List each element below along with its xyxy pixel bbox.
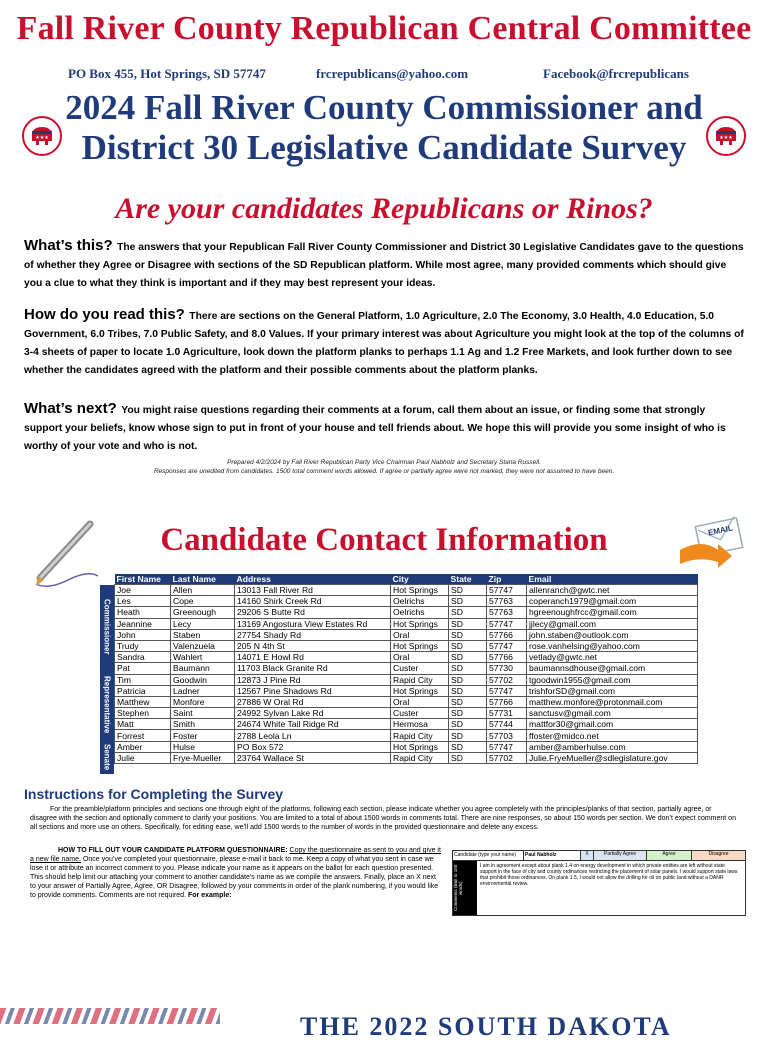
cell-first-name: Trudy <box>115 640 171 651</box>
cell-last-name: Allen <box>171 585 235 596</box>
cell-state: SD <box>449 696 487 707</box>
group-label-representative: Representative <box>100 669 114 741</box>
whats-this-section <box>24 237 744 291</box>
cell-city: Oelrichs <box>391 596 449 607</box>
whats-next-body: You might raise questions regarding their comments at a forum, call them about an issue, or finding some that strongly support your beliefs, know whose sign to put in front of your house and tell friends about. We hope this will provide you some insight of who is worthy of your vote and who is not. <box>24 405 726 452</box>
cell-email[interactable]: Julie.FryeMueller@sdlegislature.gov <box>527 752 698 763</box>
cell-address: 29206 S Butte Rd <box>235 607 391 618</box>
cell-last-name: Ladner <box>171 685 235 696</box>
cell-last-name: Smith <box>171 719 235 730</box>
cell-zip: 57763 <box>487 607 527 618</box>
cell-first-name: Joe <box>115 585 171 596</box>
col-state: State <box>449 574 487 585</box>
cell-email[interactable]: allenranch@gwtc.net <box>527 585 698 596</box>
cell-address: 14071 E Howl Rd <box>235 652 391 663</box>
contact-row <box>115 741 698 752</box>
cell-city: Oral <box>391 652 449 663</box>
cell-zip: 57747 <box>487 585 527 596</box>
cell-city: Hot Springs <box>391 618 449 629</box>
cell-state: SD <box>449 741 487 752</box>
col-email: Email <box>527 574 698 585</box>
how-to-read-body: There are sections on the General Platform, 1.0 Agriculture, 2.0 The Economy, 3.0 Health, 4.0 Education, 5.0 Government, 6.0 Tribes, 7.0 Public Safety, and 8.0 Values. If your primary interest was about Agriculture you might look at the top of the columns of 3-4 sheets of paper to locate 1.0 Agriculture, look down the platform planks to perhaps 1.1 Ag and 1.2 Free Markets, and look further down to see whether the candidates agreed with the platform and their possible comments about the platform planks. <box>24 311 744 376</box>
cell-city: Custer <box>391 708 449 719</box>
cell-email[interactable]: amber@amberhulse.com <box>527 741 698 752</box>
sample-partially-agree: Partially Agree <box>594 851 647 860</box>
contact-row <box>115 596 698 607</box>
cell-state: SD <box>449 607 487 618</box>
cell-zip: 57703 <box>487 730 527 741</box>
cell-address: 27886 W Oral Rd <box>235 696 391 707</box>
cell-email[interactable]: sanctusv@gmail.com <box>527 708 698 719</box>
cell-zip: 57747 <box>487 741 527 752</box>
how-to-fill-heading: HOW TO FILL OUT YOUR CANDIDATE PLATFORM QUESTIONNAIRE: <box>58 847 288 854</box>
cell-state: SD <box>449 752 487 763</box>
footer-partial-heading: THE 2022 SOUTH DAKOTA <box>300 1012 672 1041</box>
cell-first-name: Matt <box>115 719 171 730</box>
cell-city: Oelrichs <box>391 607 449 618</box>
sample-comment-row <box>453 861 745 915</box>
whats-this-heading: What’s this? <box>24 237 113 254</box>
how-to-read-section <box>24 306 744 378</box>
sample-questionnaire <box>452 850 746 916</box>
cell-last-name: Wahlert <box>171 652 235 663</box>
cell-address: 24674 White Tail Ridge Rd <box>235 719 391 730</box>
contact-row <box>115 730 698 741</box>
cell-city: Oral <box>391 629 449 640</box>
cell-last-name: Baumann <box>171 663 235 674</box>
cell-first-name: Pat <box>115 663 171 674</box>
committee-email[interactable]: frcrepublicans@yahoo.com <box>316 66 469 81</box>
cell-address: 205 N 4th St <box>235 640 391 651</box>
cell-zip: 57763 <box>487 596 527 607</box>
contact-row <box>115 585 698 596</box>
svg-text:★★★: ★★★ <box>35 135 49 141</box>
col-city: City <box>391 574 449 585</box>
contact-row <box>115 618 698 629</box>
contact-section-title: Candidate Contact Information <box>160 522 608 558</box>
contact-row <box>115 663 698 674</box>
cell-city: Hot Springs <box>391 685 449 696</box>
cell-zip: 57747 <box>487 640 527 651</box>
cell-state: SD <box>449 685 487 696</box>
col-last-name: Last Name <box>171 574 235 585</box>
cell-zip: 57702 <box>487 752 527 763</box>
cell-first-name: Stephen <box>115 708 171 719</box>
svg-text:★★★: ★★★ <box>719 135 733 141</box>
cell-address: 14160 Shirk Creek Rd <box>235 596 391 607</box>
cell-first-name: Jeannine <box>115 618 171 629</box>
col-first-name: First Name <box>115 574 171 585</box>
cell-address: 2788 Leola Ln <box>235 730 391 741</box>
cell-email[interactable]: coperanch1979@gmail.com <box>527 596 698 607</box>
credits-line1: Prepared 4/2/2024 by Fall River Republican Party Vice Chairman Paul Nabholz and Secretary Starla Russell. <box>227 459 541 466</box>
instructions-paragraph: For the preamble/platform principles and sections one through eight of the platforms, following each section, please indicate whether you agree completely with the principles/planks of that section, partially agree, or disagree with the section and optionally comment to clarify your positions. You are limited to a total of about 1500 words in comments total. There are nine responses, so about 150 words per section. We don’t expect comment on all sections and more use on others. Specifically, for editing ease, we’ll add 1500 words to the number of words in the provided questionnaire and delete any excess. <box>30 806 736 831</box>
cell-state: SD <box>449 618 487 629</box>
footer-flag-decoration <box>0 1008 220 1024</box>
po-box-address: PO Box 455, Hot Springs, SD 57747 <box>68 66 266 81</box>
sample-comment-text: I am in agreement except about plank 1.4 on energy development in which private entities are left without state support in the face of city and county ordinances restricting the placement of solar panels. I would support state laws that prohibit those ordinances. On plank 1.5, I would not allow the drilling for oil on public land without a DANR environmental review. <box>480 863 738 887</box>
cell-first-name: Amber <box>115 741 171 752</box>
cell-city: Rapid City <box>391 752 449 763</box>
cell-last-name: Goodwin <box>171 674 235 685</box>
cell-state: SD <box>449 730 487 741</box>
survey-title-line1: 2024 Fall River County Commissioner and <box>65 88 703 127</box>
cell-email[interactable]: jjlecy@gmail.com <box>527 618 698 629</box>
cell-zip: 57766 <box>487 629 527 640</box>
committee-title: Fall River County Republican Central Committee <box>16 10 752 47</box>
cell-state: SD <box>449 596 487 607</box>
cell-address: 27754 Shady Rd <box>235 629 391 640</box>
cell-zip: 57747 <box>487 618 527 629</box>
cell-address: 23764 Wallace St <box>235 752 391 763</box>
cell-email[interactable]: matthew.monfore@protonmail.com <box>527 696 698 707</box>
cell-address: 12873 J Pine Rd <box>235 674 391 685</box>
how-to-fill-underlined: Copy the questionnaire as sent to you and give it a new file name. <box>30 847 441 863</box>
contact-row <box>115 640 698 651</box>
cell-last-name: Staben <box>171 629 235 640</box>
cell-email[interactable]: hgreenoughfrcc@gmail.com <box>527 607 698 618</box>
cell-email[interactable]: john.staben@outlook.com <box>527 629 698 640</box>
cell-first-name: Tim <box>115 674 171 685</box>
cell-zip: 57730 <box>487 663 527 674</box>
cell-zip: 57702 <box>487 674 527 685</box>
sample-mark: X <box>581 851 594 860</box>
cell-first-name: Patricia <box>115 685 171 696</box>
contact-row <box>115 719 698 730</box>
cell-address: 11703 Black Granite Rd <box>235 663 391 674</box>
cell-first-name: Matthew <box>115 696 171 707</box>
whats-this-body: The answers that your Republican Fall River County Commissioner and District 30 Legislative Candidates gave to the questions of whether they Agree or Disagree with sections of the SD Republican platform. While most agree, many provided comments which should give you a clue to what they think is important and if they may best represent your ideas. <box>24 242 744 289</box>
cell-email[interactable]: trishforSD@gmail.com <box>527 685 698 696</box>
email-illustration <box>676 516 748 576</box>
cell-last-name: Cope <box>171 596 235 607</box>
sample-disagree: Disagree <box>692 851 745 860</box>
cell-email[interactable]: tgoodwin1955@gmail.com <box>527 674 698 685</box>
cell-city: Oral <box>391 696 449 707</box>
cell-email[interactable]: mattfor30@gmail.com <box>527 719 698 730</box>
contact-row <box>115 652 698 663</box>
cell-city: Rapid City <box>391 674 449 685</box>
cell-state: SD <box>449 719 487 730</box>
cell-zip: 57744 <box>487 719 527 730</box>
cell-city: Custer <box>391 663 449 674</box>
cell-email[interactable]: rose.vanhelsing@yahoo.com <box>527 640 698 651</box>
cell-state: SD <box>449 652 487 663</box>
cell-zip: 57766 <box>487 696 527 707</box>
cell-zip: 57731 <box>487 708 527 719</box>
cell-first-name: Les <box>115 596 171 607</box>
cell-address: PO Box 572 <box>235 741 391 752</box>
group-label-commissioner: Commissioner <box>100 585 114 669</box>
cell-zip: 57766 <box>487 652 527 663</box>
cell-last-name: Valenzuela <box>171 640 235 651</box>
sample-comments-label: Comments (limit to 150 words) <box>453 861 477 915</box>
how-to-read-heading: How do you read this? <box>24 306 185 323</box>
whats-next-heading: What’s next? <box>24 400 117 417</box>
contact-row <box>115 696 698 707</box>
contact-row <box>115 752 698 763</box>
cell-first-name: John <box>115 629 171 640</box>
cell-last-name: Hulse <box>171 741 235 752</box>
cell-first-name: Forrest <box>115 730 171 741</box>
cell-last-name: Monfore <box>171 696 235 707</box>
sample-candidate-name: Paul Nabholz <box>524 851 581 860</box>
cell-address: 13169 Angostura View Estates Rd <box>235 618 391 629</box>
email-label: EMAIL <box>707 523 734 538</box>
for-example-label: For example: <box>187 892 232 899</box>
cell-city: Hot Springs <box>391 640 449 651</box>
cell-address: 12567 Pine Shadows Rd <box>235 685 391 696</box>
cell-first-name: Heath <box>115 607 171 618</box>
cell-state: SD <box>449 629 487 640</box>
sample-candidate-label: Candidate (type your name) <box>453 851 524 860</box>
cell-city: Hermosa <box>391 719 449 730</box>
pen-icon <box>28 516 108 592</box>
cell-city: Rapid City <box>391 730 449 741</box>
email-envelope-icon <box>676 516 748 576</box>
contact-row <box>115 629 698 640</box>
cell-state: SD <box>449 585 487 596</box>
cell-address: 24992 Sylvan Lake Rd <box>235 708 391 719</box>
cell-zip: 57747 <box>487 685 527 696</box>
cell-last-name: Foster <box>171 730 235 741</box>
survey-title-line2: District 30 Legislative Candidate Survey <box>81 128 687 167</box>
cell-state: SD <box>449 674 487 685</box>
cell-last-name: Saint <box>171 708 235 719</box>
contact-row <box>115 708 698 719</box>
contact-table <box>114 574 698 764</box>
group-label-senate: Senate <box>100 741 114 774</box>
sample-agree: Agree <box>647 851 692 860</box>
cell-city: Hot Springs <box>391 585 449 596</box>
how-to-fill-body: Once you’ve completed your questionnaire, please e-mail it back to me. Keep a copy of what you sent in case we lose it or attribute an incorrect comment to you. Please indicate your name as it appears on the ballot for each question presented. This should help limit our attaching your comment to another candidate’s name as we compile the answers. Finally, place an X next to your answer of Partially Agree, Agree, OR Disagree, followed by your comments in order of the plank numbering, if you would like to provide comments. Comments are not required. <box>30 856 439 899</box>
instructions-title: Instructions for Completing the Survey <box>24 786 284 802</box>
cell-last-name: Lecy <box>171 618 235 629</box>
cell-state: SD <box>449 663 487 674</box>
cell-last-name: Frye-Mueller <box>171 752 235 763</box>
whats-next-section <box>24 400 744 454</box>
cell-address: 13013 Fall River Rd <box>235 585 391 596</box>
cell-email[interactable]: ffoster@midco.net <box>527 730 698 741</box>
cell-first-name: Julie <box>115 752 171 763</box>
how-to-fill-paragraph <box>30 846 442 900</box>
sample-header-row <box>453 851 745 861</box>
contact-row <box>115 685 698 696</box>
cell-state: SD <box>449 640 487 651</box>
cell-city: Hot Springs <box>391 741 449 752</box>
contact-row <box>115 674 698 685</box>
cell-state: SD <box>449 708 487 719</box>
gop-elephant-logo-left-icon <box>22 116 62 156</box>
gop-elephant-logo-right-icon <box>706 116 746 156</box>
credits-line2: Responses are unedited from candidates. 1500 total comment words allowed. If agree or partially agree were not marked, they were not assumed to have been. <box>153 468 615 475</box>
cell-email[interactable]: vetlady@gwtc.net <box>527 652 698 663</box>
cell-last-name: Greenough <box>171 607 235 618</box>
col-zip: Zip <box>487 574 527 585</box>
facebook-handle[interactable]: Facebook@frcrepublicans <box>543 66 689 81</box>
cell-email[interactable]: baumannsdhouse@gmail.com <box>527 663 698 674</box>
contact-row <box>115 607 698 618</box>
cell-first-name: Sandra <box>115 652 171 663</box>
contact-table-header <box>115 574 698 585</box>
col-address: Address <box>235 574 391 585</box>
tagline: Are your candidates Republicans or Rinos? <box>115 192 653 225</box>
